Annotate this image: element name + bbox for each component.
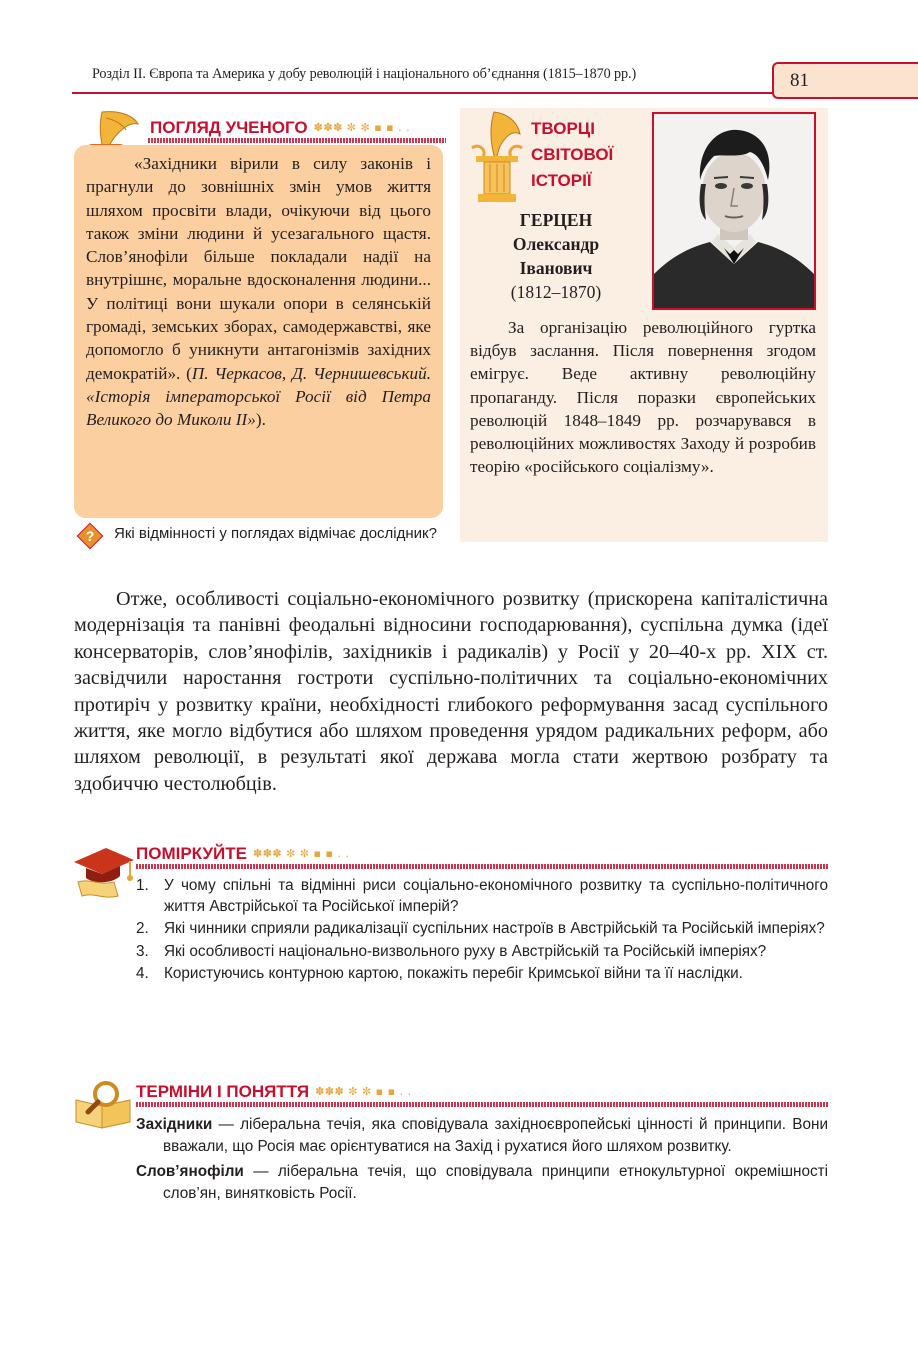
patronymic: Іванович (519, 258, 593, 278)
biography-text (470, 316, 816, 478)
creators-heading-line1: ТВОРЦІ (531, 119, 595, 138)
herzen-portrait (652, 112, 816, 310)
item-text: Які особливості національно-визвольного руху в Австрійській та Російській імперіях? (164, 942, 767, 960)
creators-heading-line3: ІСТОРІЇ (531, 171, 592, 190)
term-name: Слов’янофіли (136, 1163, 244, 1180)
terms-title: ТЕРМІНИ І ПОНЯТТЯ (136, 1082, 310, 1101)
ornament-icon: ✽✽✽ ✼ ✼ ▪ ▪ . . (252, 847, 350, 860)
term-name: Західники (136, 1116, 213, 1133)
item-number: 2. (136, 920, 149, 938)
ornament-icon: ✽✽✽ ✼ ✼ ▪ ▪ . . (315, 1085, 412, 1098)
think-item (136, 919, 828, 940)
item-text: Які чинники сприяли радикалізації суспільних настроїв в Австрійській та Російській імперіях? (164, 920, 825, 938)
term-definition: — ліберальна течія, яка сповідувала західноєвропейські цінності й принципи. Вони вважали, що Росія має орієнтуватися на Захід і рухатися його шляхом розвитку. (163, 1116, 828, 1155)
term-entry (136, 1161, 828, 1204)
think-item (136, 876, 828, 917)
item-text: У чому спільні та відмінні риси соціально-економічного розвитку та суспільно-політичного життя Австрійської та Російської імперій? (164, 877, 828, 915)
scholar-question: Які відмінності у поглядах відмічає дослідник? (114, 525, 437, 542)
running-head: Розділ ІІ. Європа та Америка у добу революцій і національного об’єднання (1815–1870 рр.) (92, 66, 637, 82)
creators-heading (531, 116, 613, 194)
quote-citation: П. Черкасов, Д. Чернишевський. «Історія імператорської Росії від Петра Великого до Миколи ІІ» (86, 363, 431, 430)
header-rule (72, 92, 778, 94)
think-title: ПОМІРКУЙТЕ (136, 844, 247, 863)
life-years: (1812–1870) (510, 282, 602, 302)
item-text: Користуючись контурною картою, покажіть перебіг Кримської війни та її наслідки. (164, 965, 743, 983)
magnifier-book-icon (72, 1078, 134, 1130)
item-number: 4. (136, 965, 149, 983)
svg-text:?: ? (85, 528, 95, 544)
portrait-drawing (654, 114, 814, 308)
heading-underline (136, 1102, 828, 1107)
think-heading (136, 844, 349, 864)
quote-text: «Західники вірили в силу законів і прагнули до зовнішніх змін умов життя шляхом просвіти влади, очікуючи від цього також зміни людини й усезагального щастя. Слов’янофіли більше покладали надії на внутрішнє, моральне вдосконалення людини... У політиці вони шукали опори в селянській громаді, земських зборах, самодержавстві, яке допомогло б уникнути антагонізмів західних демократій». ( (86, 154, 431, 383)
quill-column-icon (466, 110, 528, 204)
first-name: Олександр (512, 234, 600, 254)
term-definition: — ліберальна течія, що сповідувала принципи етнокультурної окремішності слов’ян, винятковість Росії. (163, 1163, 828, 1202)
item-number: 3. (136, 942, 149, 960)
heading-underline (148, 138, 446, 143)
surname: ГЕРЦЕН (519, 210, 593, 230)
biography-name (470, 208, 642, 304)
term-entry (136, 1114, 828, 1157)
page-number: 81 (790, 70, 809, 91)
scholar-view-heading (150, 118, 410, 138)
item-number: 1. (136, 877, 149, 894)
scholar-view-title: ПОГЛЯД УЧЕНОГО (150, 118, 308, 137)
heading-underline (136, 864, 828, 869)
terms-heading (136, 1082, 412, 1102)
think-item (136, 942, 828, 963)
biography-paragraph: За організацію революційного гуртка відбув заслання. Після повернення згодом емігрує. Веде активну революційну пропаганду. Після поразки європейських революцій 1848–1849 рр. розчарувався в революційних можливостях Заходу й розробив теорію «російського соціалізму». (470, 318, 816, 477)
question-diamond-icon (76, 522, 104, 550)
page-number-tab (772, 62, 918, 99)
scholar-quote (86, 152, 431, 432)
creators-heading-line2: СВІТОВОЇ (531, 145, 614, 164)
main-text (74, 586, 828, 797)
quote-closing: ). (255, 410, 266, 430)
think-list (136, 876, 828, 987)
graduation-cap-icon (70, 842, 136, 900)
ornament-icon: ✽✽✽ ✼ ✼ ▪ ▪ . . (313, 121, 411, 134)
terms-list (136, 1114, 828, 1208)
main-paragraph: Отже, особливості соціально-економічного розвитку (прискорена капіталістична модернізація та панівні феодальні відносини господарювання), суспільна думка (ідеї консерваторів, слов’янофілів, західників і радикалів) у Росії у 20–40-х рр. ХІХ ст. засвідчили наростання гостроти суспільно-політичних та соціально-економічних протиріч у розвитку країни, необхідності глибокого реформування засад суспільного життя, яке могло відбутися або шляхом проведення урядом радикальних реформ, або шляхом революції, в результаті якої держава могла стати жертвою розбрату та здобиччю честолюбців. (74, 588, 828, 795)
think-item (136, 964, 828, 985)
